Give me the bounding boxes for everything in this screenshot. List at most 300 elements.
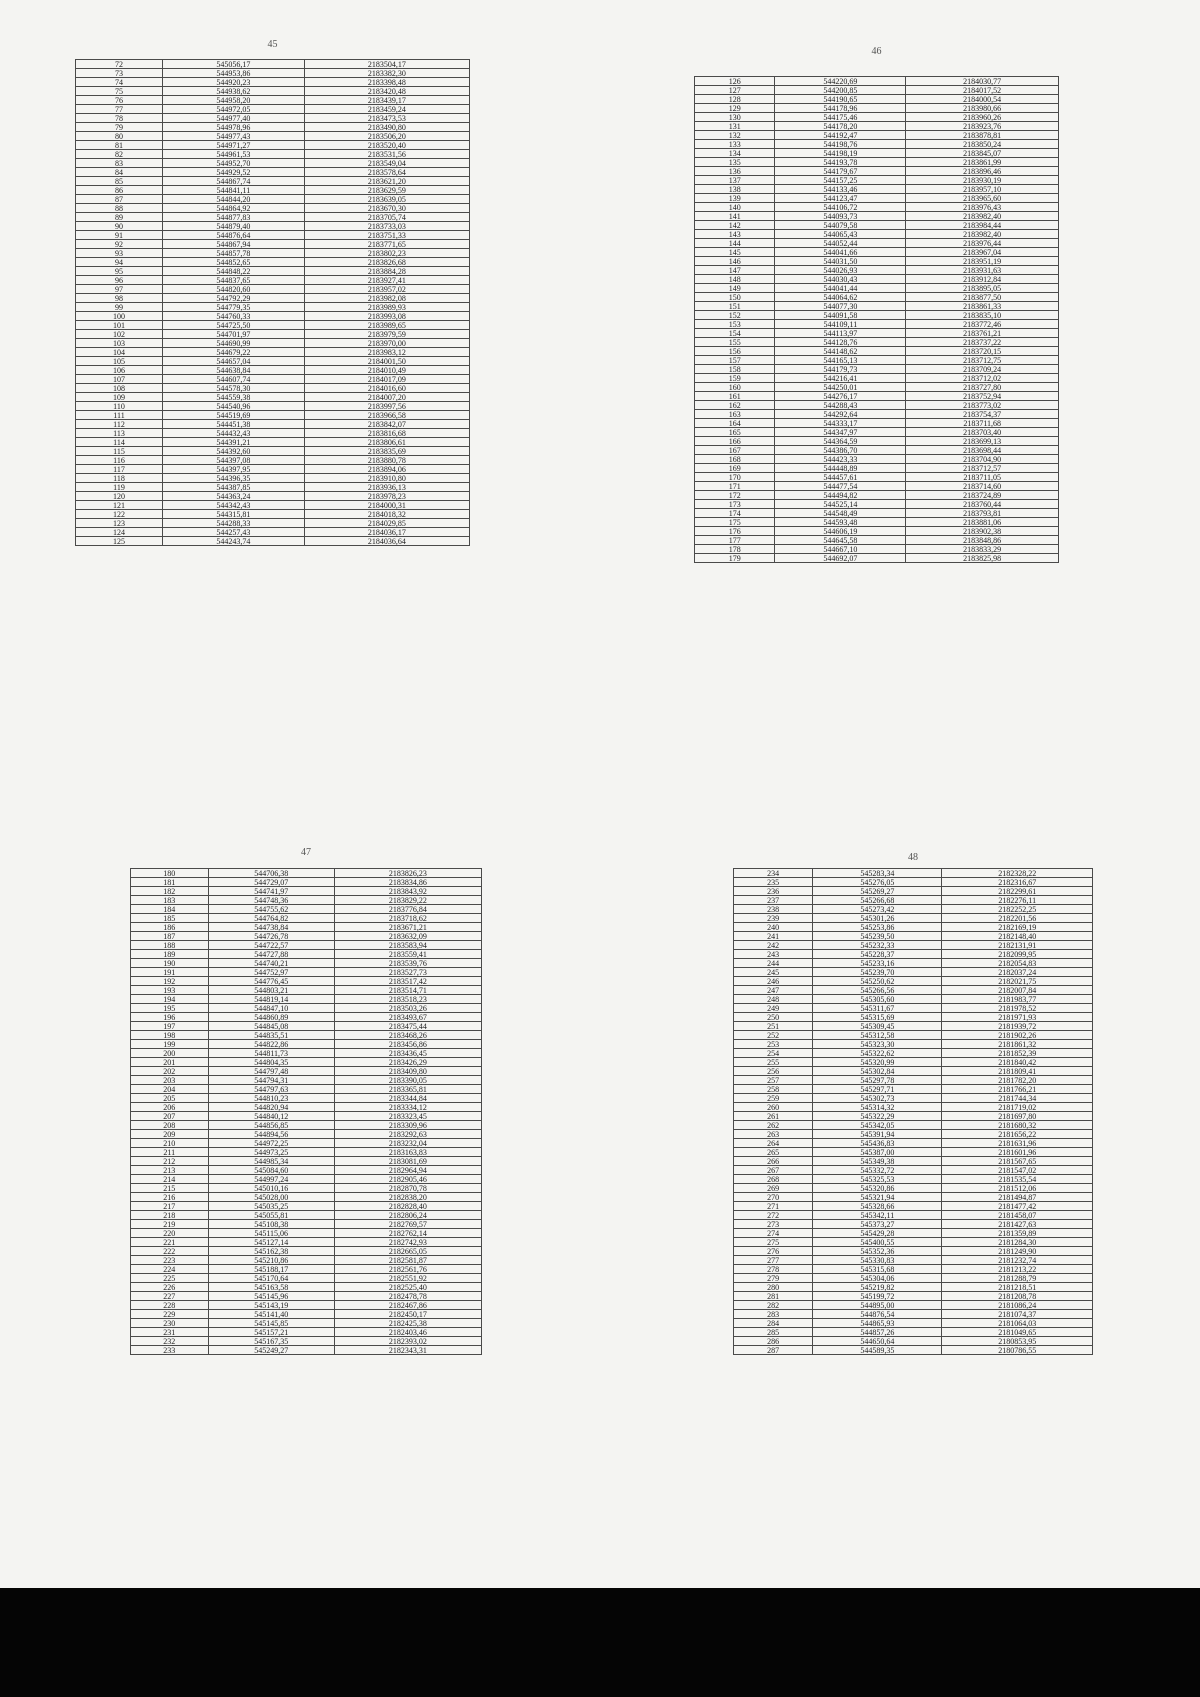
x-coordinate-cell: 545162,38 bbox=[208, 1247, 334, 1256]
y-coordinate-cell: 2184010,49 bbox=[304, 366, 469, 375]
point-number-cell: 140 bbox=[695, 203, 775, 212]
point-number-cell: 78 bbox=[76, 114, 163, 123]
x-coordinate-cell: 545309,45 bbox=[813, 1022, 942, 1031]
y-coordinate-cell: 2183578,64 bbox=[304, 168, 469, 177]
x-coordinate-cell: 544288,43 bbox=[775, 401, 906, 410]
point-number-cell: 82 bbox=[76, 150, 163, 159]
table-row bbox=[76, 123, 470, 132]
y-coordinate-cell: 2181049,65 bbox=[942, 1328, 1093, 1337]
y-coordinate-cell: 2180786,55 bbox=[942, 1346, 1093, 1355]
table-row bbox=[734, 1211, 1093, 1220]
point-number-cell: 255 bbox=[734, 1058, 813, 1067]
y-coordinate-cell: 2181744,34 bbox=[942, 1094, 1093, 1103]
x-coordinate-cell: 544867,94 bbox=[163, 240, 305, 249]
y-coordinate-cell: 2183475,44 bbox=[334, 1022, 481, 1031]
table-row bbox=[76, 366, 470, 375]
point-number-cell: 216 bbox=[131, 1193, 209, 1202]
y-coordinate-cell: 2181978,52 bbox=[942, 1004, 1093, 1013]
point-number-cell: 252 bbox=[734, 1031, 813, 1040]
table-row bbox=[695, 374, 1059, 383]
x-coordinate-cell: 544589,35 bbox=[813, 1346, 942, 1355]
table-row bbox=[695, 248, 1059, 257]
x-coordinate-cell: 545314,32 bbox=[813, 1103, 942, 1112]
x-coordinate-cell: 545145,85 bbox=[208, 1319, 334, 1328]
x-coordinate-cell: 544276,17 bbox=[775, 392, 906, 401]
x-coordinate-cell: 544706,38 bbox=[208, 869, 334, 878]
x-coordinate-cell: 544794,31 bbox=[208, 1076, 334, 1085]
y-coordinate-cell: 2183439,17 bbox=[304, 96, 469, 105]
y-coordinate-cell: 2183936,13 bbox=[304, 483, 469, 492]
y-coordinate-cell: 2182905,46 bbox=[334, 1175, 481, 1184]
y-coordinate-cell: 2183718,62 bbox=[334, 914, 481, 923]
y-coordinate-cell: 2184030,77 bbox=[906, 77, 1059, 86]
y-coordinate-cell: 2181971,93 bbox=[942, 1013, 1093, 1022]
table-row bbox=[734, 878, 1093, 887]
point-number-cell: 242 bbox=[734, 941, 813, 950]
y-coordinate-cell: 2183520,40 bbox=[304, 141, 469, 150]
point-number-cell: 251 bbox=[734, 1022, 813, 1031]
table-row bbox=[76, 375, 470, 384]
table-row bbox=[695, 185, 1059, 194]
point-number-cell: 195 bbox=[131, 1004, 209, 1013]
x-coordinate-cell: 545330,83 bbox=[813, 1256, 942, 1265]
x-coordinate-cell: 544727,88 bbox=[208, 950, 334, 959]
x-coordinate-cell: 545297,71 bbox=[813, 1085, 942, 1094]
point-number-cell: 165 bbox=[695, 428, 775, 437]
point-number-cell: 259 bbox=[734, 1094, 813, 1103]
point-number-cell: 129 bbox=[695, 104, 775, 113]
y-coordinate-cell: 2184000,31 bbox=[304, 501, 469, 510]
x-coordinate-cell: 545332,72 bbox=[813, 1166, 942, 1175]
y-coordinate-cell: 2182450,17 bbox=[334, 1310, 481, 1319]
table-row bbox=[695, 536, 1059, 545]
point-number-cell: 83 bbox=[76, 159, 163, 168]
table-row bbox=[131, 1022, 482, 1031]
y-coordinate-cell: 2181567,65 bbox=[942, 1157, 1093, 1166]
x-coordinate-cell: 544347,97 bbox=[775, 428, 906, 437]
table-row bbox=[734, 1328, 1093, 1337]
table-row bbox=[734, 1013, 1093, 1022]
x-coordinate-cell: 544973,25 bbox=[208, 1148, 334, 1157]
table-row bbox=[695, 113, 1059, 122]
point-number-cell: 105 bbox=[76, 357, 163, 366]
point-number-cell: 87 bbox=[76, 195, 163, 204]
table-row bbox=[734, 1184, 1093, 1193]
x-coordinate-cell: 544755,62 bbox=[208, 905, 334, 914]
x-coordinate-cell: 544448,89 bbox=[775, 464, 906, 473]
y-coordinate-cell: 2183539,76 bbox=[334, 959, 481, 968]
y-coordinate-cell: 2183835,10 bbox=[906, 311, 1059, 320]
y-coordinate-cell: 2181064,03 bbox=[942, 1319, 1093, 1328]
point-number-cell: 280 bbox=[734, 1283, 813, 1292]
table-row bbox=[734, 1274, 1093, 1283]
y-coordinate-cell: 2183514,71 bbox=[334, 986, 481, 995]
table-row bbox=[131, 1238, 482, 1247]
x-coordinate-cell: 545250,62 bbox=[813, 977, 942, 986]
x-coordinate-cell: 544106,72 bbox=[775, 203, 906, 212]
x-coordinate-cell: 545143,19 bbox=[208, 1301, 334, 1310]
table-row bbox=[131, 1139, 482, 1148]
table-row bbox=[131, 1094, 482, 1103]
point-number-cell: 88 bbox=[76, 204, 163, 213]
y-coordinate-cell: 2182131,91 bbox=[942, 941, 1093, 950]
x-coordinate-cell: 544864,92 bbox=[163, 204, 305, 213]
x-coordinate-cell: 544877,83 bbox=[163, 213, 305, 222]
point-number-cell: 84 bbox=[76, 168, 163, 177]
table-row bbox=[131, 986, 482, 995]
y-coordinate-cell: 2181983,77 bbox=[942, 995, 1093, 1004]
x-coordinate-cell: 545320,99 bbox=[813, 1058, 942, 1067]
x-coordinate-cell: 544386,70 bbox=[775, 446, 906, 455]
y-coordinate-cell: 2182169,19 bbox=[942, 923, 1093, 932]
table-row bbox=[734, 1094, 1093, 1103]
y-coordinate-cell: 2182581,87 bbox=[334, 1256, 481, 1265]
point-number-cell: 148 bbox=[695, 275, 775, 284]
y-coordinate-cell: 2183772,46 bbox=[906, 320, 1059, 329]
x-coordinate-cell: 544722,57 bbox=[208, 941, 334, 950]
point-number-cell: 171 bbox=[695, 482, 775, 491]
table-row bbox=[734, 941, 1093, 950]
point-number-cell: 258 bbox=[734, 1085, 813, 1094]
point-number-cell: 253 bbox=[734, 1040, 813, 1049]
table-row bbox=[131, 1346, 482, 1355]
table-row bbox=[734, 1265, 1093, 1274]
y-coordinate-cell: 2182148,40 bbox=[942, 932, 1093, 941]
x-coordinate-cell: 544179,73 bbox=[775, 365, 906, 374]
y-coordinate-cell: 2181249,90 bbox=[942, 1247, 1093, 1256]
x-coordinate-cell: 545269,27 bbox=[813, 887, 942, 896]
y-coordinate-cell: 2183850,24 bbox=[906, 140, 1059, 149]
point-number-cell: 196 bbox=[131, 1013, 209, 1022]
x-coordinate-cell: 544079,58 bbox=[775, 221, 906, 230]
x-coordinate-cell: 544857,26 bbox=[813, 1328, 942, 1337]
point-number-cell: 156 bbox=[695, 347, 775, 356]
x-coordinate-cell: 544133,46 bbox=[775, 185, 906, 194]
point-number-cell: 110 bbox=[76, 402, 163, 411]
y-coordinate-cell: 2182964,94 bbox=[334, 1166, 481, 1175]
point-number-cell: 220 bbox=[131, 1229, 209, 1238]
x-coordinate-cell: 545320,86 bbox=[813, 1184, 942, 1193]
table-row bbox=[131, 1319, 482, 1328]
y-coordinate-cell: 2183896,46 bbox=[906, 167, 1059, 176]
point-number-cell: 235 bbox=[734, 878, 813, 887]
table-row bbox=[695, 176, 1059, 185]
y-coordinate-cell: 2181494,87 bbox=[942, 1193, 1093, 1202]
y-coordinate-cell: 2183982,08 bbox=[304, 294, 469, 303]
table-row bbox=[131, 1031, 482, 1040]
point-number-cell: 167 bbox=[695, 446, 775, 455]
y-coordinate-cell: 2183712,57 bbox=[906, 464, 1059, 473]
x-coordinate-cell: 545276,05 bbox=[813, 878, 942, 887]
x-coordinate-cell: 544041,44 bbox=[775, 284, 906, 293]
point-number-cell: 133 bbox=[695, 140, 775, 149]
x-coordinate-cell: 545302,84 bbox=[813, 1067, 942, 1076]
x-coordinate-cell: 544494,82 bbox=[775, 491, 906, 500]
table-row bbox=[76, 456, 470, 465]
point-number-cell: 92 bbox=[76, 240, 163, 249]
point-number-cell: 181 bbox=[131, 878, 209, 887]
point-number-cell: 198 bbox=[131, 1031, 209, 1040]
y-coordinate-cell: 2182742,93 bbox=[334, 1238, 481, 1247]
y-coordinate-cell: 2181601,96 bbox=[942, 1148, 1093, 1157]
y-coordinate-cell: 2183978,23 bbox=[304, 492, 469, 501]
y-coordinate-cell: 2183531,56 bbox=[304, 150, 469, 159]
point-number-cell: 81 bbox=[76, 141, 163, 150]
y-coordinate-cell: 2183473,53 bbox=[304, 114, 469, 123]
point-number-cell: 122 bbox=[76, 510, 163, 519]
table-row bbox=[76, 321, 470, 330]
table-row bbox=[695, 275, 1059, 284]
x-coordinate-cell: 544030,43 bbox=[775, 275, 906, 284]
y-coordinate-cell: 2183881,06 bbox=[906, 518, 1059, 527]
x-coordinate-cell: 545188,17 bbox=[208, 1265, 334, 1274]
table-row bbox=[734, 869, 1093, 878]
point-number-cell: 224 bbox=[131, 1265, 209, 1274]
y-coordinate-cell: 2183583,94 bbox=[334, 941, 481, 950]
x-coordinate-cell: 545436,83 bbox=[813, 1139, 942, 1148]
table-row bbox=[734, 914, 1093, 923]
y-coordinate-cell: 2183989,93 bbox=[304, 303, 469, 312]
y-coordinate-cell: 2184017,09 bbox=[304, 375, 469, 384]
x-coordinate-cell: 545273,42 bbox=[813, 905, 942, 914]
y-coordinate-cell: 2181547,02 bbox=[942, 1166, 1093, 1175]
point-number-cell: 112 bbox=[76, 420, 163, 429]
y-coordinate-cell: 2183861,99 bbox=[906, 158, 1059, 167]
table-row bbox=[131, 905, 482, 914]
y-coordinate-cell: 2181288,79 bbox=[942, 1274, 1093, 1283]
point-number-cell: 284 bbox=[734, 1319, 813, 1328]
x-coordinate-cell: 545297,78 bbox=[813, 1076, 942, 1085]
y-coordinate-cell: 2182525,40 bbox=[334, 1283, 481, 1292]
point-number-cell: 237 bbox=[734, 896, 813, 905]
point-number-cell: 286 bbox=[734, 1337, 813, 1346]
point-number-cell: 223 bbox=[131, 1256, 209, 1265]
point-number-cell: 145 bbox=[695, 248, 775, 257]
y-coordinate-cell: 2182838,20 bbox=[334, 1193, 481, 1202]
y-coordinate-cell: 2183993,08 bbox=[304, 312, 469, 321]
x-coordinate-cell: 544432,43 bbox=[163, 429, 305, 438]
point-number-cell: 161 bbox=[695, 392, 775, 401]
table-row bbox=[76, 87, 470, 96]
x-coordinate-cell: 544929,52 bbox=[163, 168, 305, 177]
table-row bbox=[734, 896, 1093, 905]
x-coordinate-cell: 544803,21 bbox=[208, 986, 334, 995]
table-row bbox=[76, 294, 470, 303]
table-row bbox=[734, 1193, 1093, 1202]
table-row bbox=[131, 941, 482, 950]
y-coordinate-cell: 2183982,40 bbox=[906, 230, 1059, 239]
point-number-cell: 263 bbox=[734, 1130, 813, 1139]
point-number-cell: 277 bbox=[734, 1256, 813, 1265]
table-row bbox=[695, 131, 1059, 140]
point-number-cell: 89 bbox=[76, 213, 163, 222]
x-coordinate-cell: 544860,89 bbox=[208, 1013, 334, 1022]
table-row bbox=[734, 1229, 1093, 1238]
table-row bbox=[734, 1175, 1093, 1184]
table-row bbox=[695, 95, 1059, 104]
y-coordinate-cell: 2182007,84 bbox=[942, 986, 1093, 995]
point-number-cell: 245 bbox=[734, 968, 813, 977]
point-number-cell: 248 bbox=[734, 995, 813, 1004]
point-number-cell: 126 bbox=[695, 77, 775, 86]
y-coordinate-cell: 2183848,86 bbox=[906, 536, 1059, 545]
y-coordinate-cell: 2182054,83 bbox=[942, 959, 1093, 968]
table-row bbox=[695, 401, 1059, 410]
table-row bbox=[131, 1076, 482, 1085]
point-number-cell: 146 bbox=[695, 257, 775, 266]
x-coordinate-cell: 544841,11 bbox=[163, 186, 305, 195]
page-48-sheet bbox=[733, 852, 1093, 1355]
x-coordinate-cell: 544250,01 bbox=[775, 383, 906, 392]
table-row bbox=[734, 1121, 1093, 1130]
table-row bbox=[734, 1220, 1093, 1229]
point-number-cell: 268 bbox=[734, 1175, 813, 1184]
y-coordinate-cell: 2182762,14 bbox=[334, 1229, 481, 1238]
x-coordinate-cell: 545311,67 bbox=[813, 1004, 942, 1013]
y-coordinate-cell: 2181086,24 bbox=[942, 1301, 1093, 1310]
x-coordinate-cell: 545249,27 bbox=[208, 1346, 334, 1355]
point-number-cell: 142 bbox=[695, 221, 775, 230]
point-number-cell: 205 bbox=[131, 1094, 209, 1103]
y-coordinate-cell: 2183629,59 bbox=[304, 186, 469, 195]
point-number-cell: 257 bbox=[734, 1076, 813, 1085]
x-coordinate-cell: 545373,27 bbox=[813, 1220, 942, 1229]
point-number-cell: 247 bbox=[734, 986, 813, 995]
point-number-cell: 158 bbox=[695, 365, 775, 374]
point-number-cell: 184 bbox=[131, 905, 209, 914]
x-coordinate-cell: 544190,65 bbox=[775, 95, 906, 104]
table-row bbox=[695, 239, 1059, 248]
point-number-cell: 200 bbox=[131, 1049, 209, 1058]
x-coordinate-cell: 544810,23 bbox=[208, 1094, 334, 1103]
table-row bbox=[131, 1292, 482, 1301]
table-row bbox=[734, 905, 1093, 914]
y-coordinate-cell: 2183468,26 bbox=[334, 1031, 481, 1040]
x-coordinate-cell: 544867,74 bbox=[163, 177, 305, 186]
point-number-cell: 180 bbox=[131, 869, 209, 878]
y-coordinate-cell: 2183927,41 bbox=[304, 276, 469, 285]
y-coordinate-cell: 2183639,05 bbox=[304, 195, 469, 204]
table-row bbox=[734, 1004, 1093, 1013]
y-coordinate-cell: 2181458,07 bbox=[942, 1211, 1093, 1220]
point-number-cell: 101 bbox=[76, 321, 163, 330]
x-coordinate-cell: 544650,64 bbox=[813, 1337, 942, 1346]
point-number-cell: 266 bbox=[734, 1157, 813, 1166]
x-coordinate-cell: 544477,54 bbox=[775, 482, 906, 491]
y-coordinate-cell: 2181284,30 bbox=[942, 1238, 1093, 1247]
table-row bbox=[76, 204, 470, 213]
y-coordinate-cell: 2183081,69 bbox=[334, 1157, 481, 1166]
point-number-cell: 102 bbox=[76, 330, 163, 339]
x-coordinate-cell: 545199,72 bbox=[813, 1292, 942, 1301]
point-number-cell: 139 bbox=[695, 194, 775, 203]
x-coordinate-cell: 544879,40 bbox=[163, 222, 305, 231]
y-coordinate-cell: 2182665,05 bbox=[334, 1247, 481, 1256]
x-coordinate-cell: 545115,06 bbox=[208, 1229, 334, 1238]
table-row bbox=[131, 968, 482, 977]
point-number-cell: 281 bbox=[734, 1292, 813, 1301]
point-number-cell: 153 bbox=[695, 320, 775, 329]
x-coordinate-cell: 544041,66 bbox=[775, 248, 906, 257]
x-coordinate-cell: 544292,64 bbox=[775, 410, 906, 419]
point-number-cell: 128 bbox=[695, 95, 775, 104]
x-coordinate-cell: 545323,30 bbox=[813, 1040, 942, 1049]
y-coordinate-cell: 2183880,78 bbox=[304, 456, 469, 465]
y-coordinate-cell: 2183504,17 bbox=[304, 60, 469, 69]
table-row bbox=[76, 348, 470, 357]
x-coordinate-cell: 544645,58 bbox=[775, 536, 906, 545]
table-row bbox=[131, 1337, 482, 1346]
y-coordinate-cell: 2183923,76 bbox=[906, 122, 1059, 131]
table-row bbox=[131, 977, 482, 986]
table-row bbox=[76, 231, 470, 240]
table-row bbox=[76, 222, 470, 231]
y-coordinate-cell: 2183754,37 bbox=[906, 410, 1059, 419]
y-coordinate-cell: 2182769,57 bbox=[334, 1220, 481, 1229]
x-coordinate-cell: 545141,40 bbox=[208, 1310, 334, 1319]
point-number-cell: 182 bbox=[131, 887, 209, 896]
point-number-cell: 77 bbox=[76, 105, 163, 114]
x-coordinate-cell: 545228,37 bbox=[813, 950, 942, 959]
y-coordinate-cell: 2183398,48 bbox=[304, 78, 469, 87]
point-number-cell: 155 bbox=[695, 338, 775, 347]
x-coordinate-cell: 545266,68 bbox=[813, 896, 942, 905]
y-coordinate-cell: 2183292,63 bbox=[334, 1130, 481, 1139]
point-number-cell: 210 bbox=[131, 1139, 209, 1148]
table-row bbox=[131, 1310, 482, 1319]
x-coordinate-cell: 544978,96 bbox=[163, 123, 305, 132]
y-coordinate-cell: 2180853,95 bbox=[942, 1337, 1093, 1346]
x-coordinate-cell: 544657,04 bbox=[163, 357, 305, 366]
table-row bbox=[76, 150, 470, 159]
x-coordinate-cell: 544845,08 bbox=[208, 1022, 334, 1031]
point-number-cell: 109 bbox=[76, 393, 163, 402]
point-number-cell: 118 bbox=[76, 474, 163, 483]
y-coordinate-cell: 2184000,54 bbox=[906, 95, 1059, 104]
table-row bbox=[76, 528, 470, 537]
y-coordinate-cell: 2183976,43 bbox=[906, 203, 1059, 212]
y-coordinate-cell: 2183960,26 bbox=[906, 113, 1059, 122]
y-coordinate-cell: 2184018,32 bbox=[304, 510, 469, 519]
point-number-cell: 211 bbox=[131, 1148, 209, 1157]
point-number-cell: 273 bbox=[734, 1220, 813, 1229]
table-row bbox=[131, 995, 482, 1004]
y-coordinate-cell: 2183834,86 bbox=[334, 878, 481, 887]
point-number-cell: 191 bbox=[131, 968, 209, 977]
table-row bbox=[76, 195, 470, 204]
point-number-cell: 91 bbox=[76, 231, 163, 240]
point-number-cell: 116 bbox=[76, 456, 163, 465]
y-coordinate-cell: 2181218,51 bbox=[942, 1283, 1093, 1292]
point-number-cell: 99 bbox=[76, 303, 163, 312]
x-coordinate-cell: 544961,53 bbox=[163, 150, 305, 159]
point-number-cell: 276 bbox=[734, 1247, 813, 1256]
point-number-cell: 193 bbox=[131, 986, 209, 995]
point-number-cell: 260 bbox=[734, 1103, 813, 1112]
x-coordinate-cell: 544052,44 bbox=[775, 239, 906, 248]
table-row bbox=[131, 1004, 482, 1013]
table-row bbox=[695, 509, 1059, 518]
y-coordinate-cell: 2183833,29 bbox=[906, 545, 1059, 554]
y-coordinate-cell: 2184036,64 bbox=[304, 537, 469, 546]
y-coordinate-cell: 2181359,89 bbox=[942, 1229, 1093, 1238]
x-coordinate-cell: 544243,74 bbox=[163, 537, 305, 546]
y-coordinate-cell: 2183559,41 bbox=[334, 950, 481, 959]
table-row bbox=[131, 1184, 482, 1193]
y-coordinate-cell: 2181852,39 bbox=[942, 1049, 1093, 1058]
table-row bbox=[734, 1157, 1093, 1166]
point-number-cell: 178 bbox=[695, 545, 775, 554]
